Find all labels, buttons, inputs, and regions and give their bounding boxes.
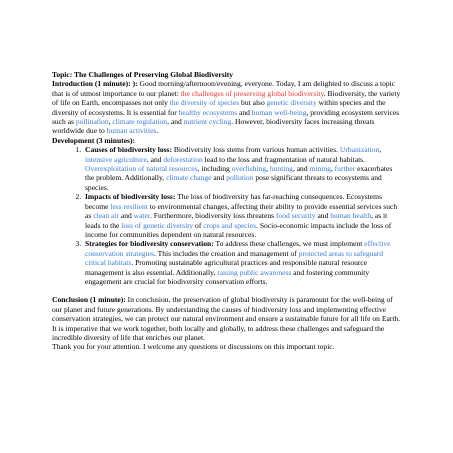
highlight-blue: food security (275, 211, 316, 221)
highlight-blue: less resilient (110, 201, 148, 211)
highlight-blue: climate change (166, 173, 212, 183)
list-item-strategies: 3. Strategies for biodiversity conservation: To address these challenges, we must implement effective conservation strategies. This includes the creation and management of protected areas to safeguard critical habitats. Promoting sustainable agricultural practices and responsible natural resource management is also essential. Additionally, raising public awareness and fostering community engagement are crucial for biodiversity conservation efforts. (83, 239, 402, 286)
highlight-blue: overfishing (231, 164, 267, 174)
highlight-blue: crops and species (203, 220, 257, 230)
conclusion-paragraph: Conclusion (1 minute): In conclusion, the preservation of global biodiversity is paramount for the well-being of our planet and future generations. By understanding the causes of biodiversity loss and implementing effective conservation strategies, we can protect our natural environment and ensure a sustainable future for all life on Earth. It is imperative that we work together, both locally and globally, to address these challenges and safeguard the incredible diversity of life that enriches our planet. (52, 295, 401, 342)
highlight-blue: deforestation (163, 154, 203, 164)
development-heading: Development (3 minutes): (52, 135, 136, 145)
conclusion-heading: Conclusion (1 minute): (52, 295, 126, 305)
highlight-blue: human activities (106, 126, 157, 136)
topic-heading: Topic: The Challenges of Preserving Global Biodiversity (52, 70, 233, 79)
highlight-blue: nutrient cycling (183, 117, 232, 127)
highlight-blue: the diversity of species (169, 98, 240, 108)
highlight-blue: Overexploitation of natural resources (85, 164, 198, 174)
development-list (52, 145, 402, 286)
highlight-blue: pollution (226, 173, 254, 183)
highlight-blue: hunting (269, 164, 293, 174)
list-item-causes: 1. Causes of biodiversity loss: Biodiversity loss stems from various human activities. Urbanization, intensive agriculture, and deforestation lead to the loss and fragmentation of natural habitats. Overexploitation of natural resources, including overfishing, hunting, and mining, further exacerbates the problem. Additionally, climate change and pollution pose significant threats to ecosystems and species. (83, 145, 402, 192)
highlight-red: the challenges of preserving global biodiversity (180, 88, 324, 98)
introduction-paragraph: Introduction (1 minute): ): Good morning/afternoon/evening, everyone. Today, I am delighted to discuss a topic that is of utmost importance to our planet: the challenges of preserving global biodiversity. Biodiversity, the variety of life on Earth, encompasses not only the diversity of species but also genetic diversity within species and the diversity of ecosystems. It is essential for healthy ecosystems and human well-being, providing ecosystem services such as pollination, climate regulation, and nutrient cycling. However, biodiversity faces increasing threats worldwide due to human activities. (52, 79, 401, 136)
highlight-blue: Urbanization (339, 145, 380, 155)
highlight-blue: climate regulation (112, 117, 168, 127)
highlight-blue: raising public awareness (217, 267, 292, 277)
highlight-blue: protected areas to safeguard critical habitats (85, 248, 384, 268)
introduction-heading: Introduction (1 minute): ): (52, 79, 138, 89)
highlight-blue: mining (309, 164, 331, 174)
highlight-blue: intensive agriculture (85, 154, 147, 164)
highlight-blue: human health (330, 211, 372, 221)
list-item-impacts: 2. Impacts of biodiversity loss: The loss of biodiversity has far-reaching consequences. Ecosystems become less resilient to environmental changes, affecting their ability to provide essential services such as clean air and water. Furthermore, biodiversity loss threatens food security and human health, as it leads to the loss of genetic diversity of crops and species. Socio-economic impacts include the loss of income for communities dependent on natural resources. (83, 192, 402, 239)
highlight-blue: pollination (75, 117, 109, 127)
highlight-blue: effective conservation strategies (85, 239, 391, 258)
highlight-blue: healthy ecosystems (178, 107, 238, 117)
highlight-blue: water (133, 211, 150, 221)
highlight-blue: further (334, 164, 356, 174)
highlight-blue: genetic diversity (266, 98, 317, 108)
highlight-blue: clean air (93, 211, 119, 221)
document-body (52, 70, 402, 352)
highlight-blue: human well-being (251, 107, 307, 117)
highlight-blue: loss of genetic diversity (121, 220, 194, 230)
closing-line: Thank you for your attention. I welcome any questions or discussions on this important topic. (52, 342, 335, 352)
